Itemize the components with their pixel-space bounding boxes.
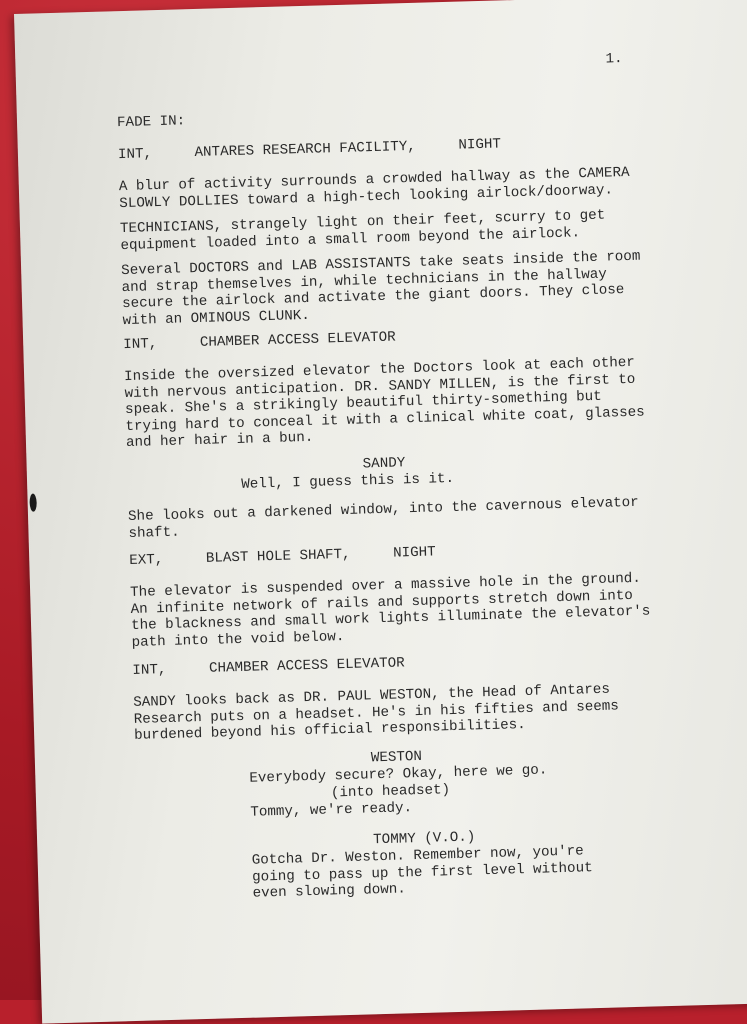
action-paragraph-6: The elevator is suspended over a massive hole in the ground. An infinite network of rails and supports stretch down into the blackness and small work lights illuminate the elevator's path into the void below. — [129, 570, 651, 651]
scene-heading-4: INT, CHAMBER ACCESS ELEVATOR — [132, 655, 405, 679]
action-paragraph-1: A blur of activity surrounds a crowded hallway as the CAMERA SLOWLY DOLLIES toward a high-tech looking airlock/doorway. — [118, 164, 630, 212]
action-paragraph-7: SANDY looks back as DR. PAUL WESTON, the Head of Antares Research puts on a headset. He's in his fifties and seems burdened beyond his official responsibilities. — [133, 681, 620, 744]
transition-fade-in: FADE IN: — [116, 113, 186, 132]
dialogue-weston-2: Tommy, we're ready. — [250, 800, 413, 821]
action-paragraph-2: TECHNICIANS, strangely light on their feet, scurry to get equipment loaded into a small room beyond the airlock. — [119, 207, 606, 254]
scene-heading-3: EXT, BLAST HOLE SHAFT, NIGHT — [129, 544, 436, 569]
scene-heading-2: INT, CHAMBER ACCESS ELEVATOR — [123, 329, 396, 354]
binding-hole — [29, 494, 36, 512]
page-number: 1. — [605, 51, 623, 68]
parenthetical-weston: (into headset) — [330, 782, 451, 802]
dialogue-tommy: Gotcha Dr. Weston. Remember now, you're going to pass up the first level without even slowing down. — [251, 843, 593, 902]
script-page — [14, 0, 747, 1024]
character-name-weston: WESTON — [370, 748, 423, 767]
character-name-sandy: SANDY — [362, 455, 406, 473]
dialogue-weston-1: Everybody secure? Okay, here we go. — [249, 762, 548, 787]
character-name-tommy: TOMMY (V.O.) — [372, 829, 476, 849]
action-paragraph-4: Inside the oversized elevator the Doctors look at each other with nervous anticipation. DR. SANDY MILLEN, is the first to speak. She's a strikingly beautiful thirty-something but trying hard to conceal it with a clinical white coat, glasses and her hair in a bun. — [123, 354, 645, 452]
action-paragraph-5: She looks out a darkened window, into the cavernous elevator shaft. — [127, 494, 639, 542]
scene-heading-1: INT, ANTARES RESEARCH FACILITY, NIGHT — [117, 136, 502, 164]
dialogue-sandy: Well, I guess this is it. — [241, 470, 455, 493]
action-paragraph-3: Several DOCTORS and LAB ASSISTANTS take seats inside the room and strap themselves in, while technicians in the hallway secure the airlock and activate the giant doors. They close with an OMINOUS CLUNK. — [120, 248, 641, 329]
